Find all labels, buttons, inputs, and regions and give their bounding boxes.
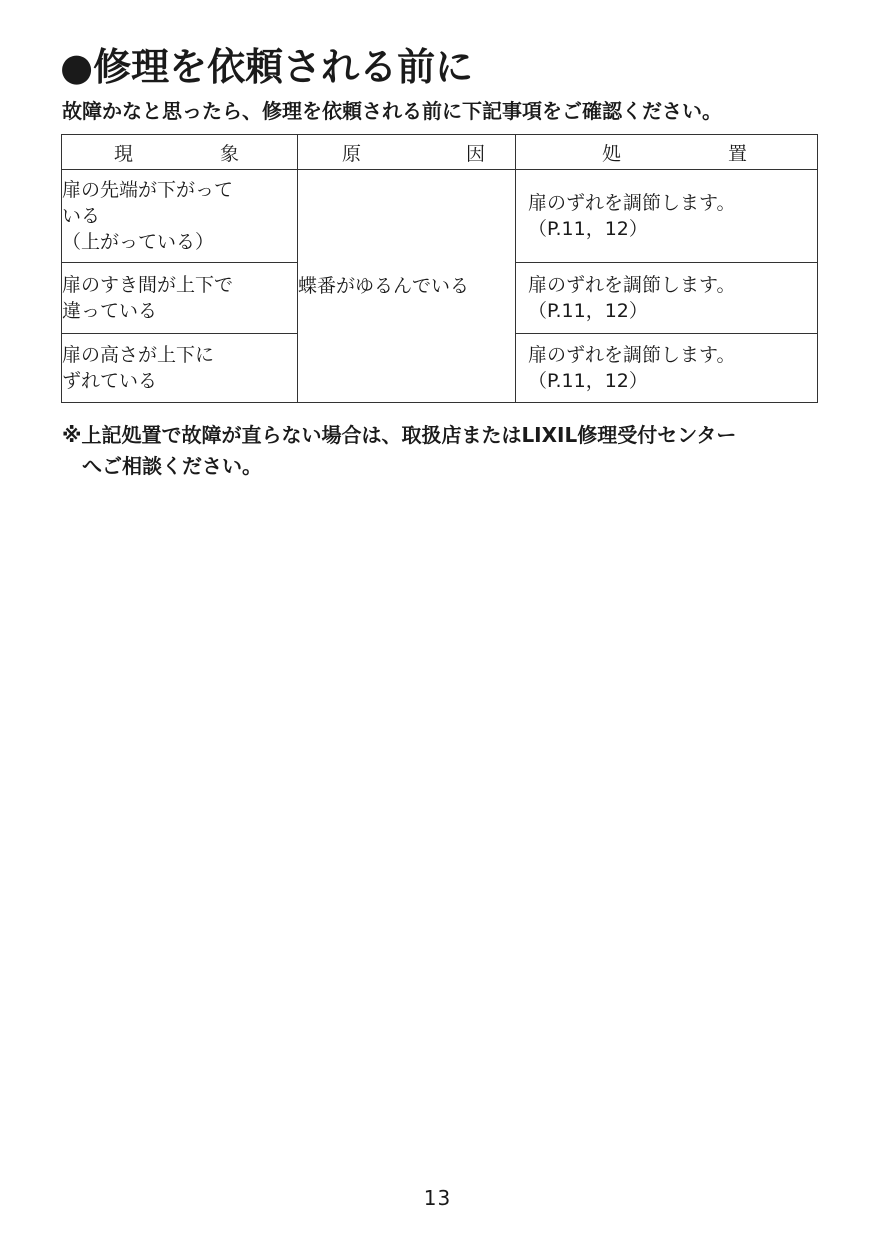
- header-cause-char-2: 因: [465, 142, 485, 165]
- table-row: [62, 170, 818, 263]
- symptom-text-line: 扉の先端が下がって: [62, 179, 234, 201]
- symptom-cell: [62, 263, 298, 334]
- header-remedy-char-2: 置: [727, 142, 747, 165]
- header-symptom-char-2: 象: [219, 142, 239, 165]
- remedy-text-line: （P.11，12）: [528, 300, 648, 322]
- table-header-row: [62, 135, 818, 170]
- repair-contact-note: [62, 420, 736, 482]
- symptom-text-line: ずれている: [62, 370, 158, 392]
- remedy-text-line: 扉のずれを調節します。: [528, 344, 736, 366]
- page-title: ●修理を依頼される前に: [60, 45, 474, 89]
- header-cause-char-1: 原: [342, 142, 362, 165]
- remedy-cell: [516, 334, 818, 403]
- header-remedy-char-1: 処: [602, 142, 622, 165]
- symptom-text-line: 扉のすき間が上下で: [62, 274, 234, 296]
- remedy-cell: [516, 170, 818, 263]
- symptom-cell: [62, 334, 298, 403]
- page-subtitle: 故障かなと思ったら、修理を依頼される前に下記事項をご確認ください。: [62, 99, 722, 123]
- remedy-cell: [516, 263, 818, 334]
- page-number: 13: [423, 1186, 452, 1210]
- cause-text: 蝶番がゆるんでいる: [298, 275, 470, 297]
- note-line-2: へご相談ください。: [82, 454, 262, 478]
- header-symptom-char-1: 現: [114, 142, 134, 165]
- symptom-text-line: （上がっている）: [62, 231, 215, 253]
- troubleshooting-table: [61, 134, 818, 403]
- cause-cell: [298, 170, 516, 403]
- symptom-text-line: 違っている: [62, 300, 158, 322]
- header-remedy: [516, 135, 818, 170]
- symptom-cell: [62, 170, 298, 263]
- header-symptom: [62, 135, 298, 170]
- remedy-text-line: 扉のずれを調節します。: [528, 274, 736, 296]
- symptom-text-line: 扉の高さが上下に: [62, 344, 215, 366]
- symptom-text-line: いる: [62, 205, 101, 227]
- note-line-1: ※上記処置で故障が直らない場合は、取扱店またはLIXIL修理受付センター: [62, 423, 737, 447]
- remedy-text-line: （P.11，12）: [528, 218, 648, 240]
- header-cause: [298, 135, 516, 170]
- remedy-text-line: （P.11，12）: [528, 370, 648, 392]
- remedy-text-line: 扉のずれを調節します。: [528, 192, 736, 214]
